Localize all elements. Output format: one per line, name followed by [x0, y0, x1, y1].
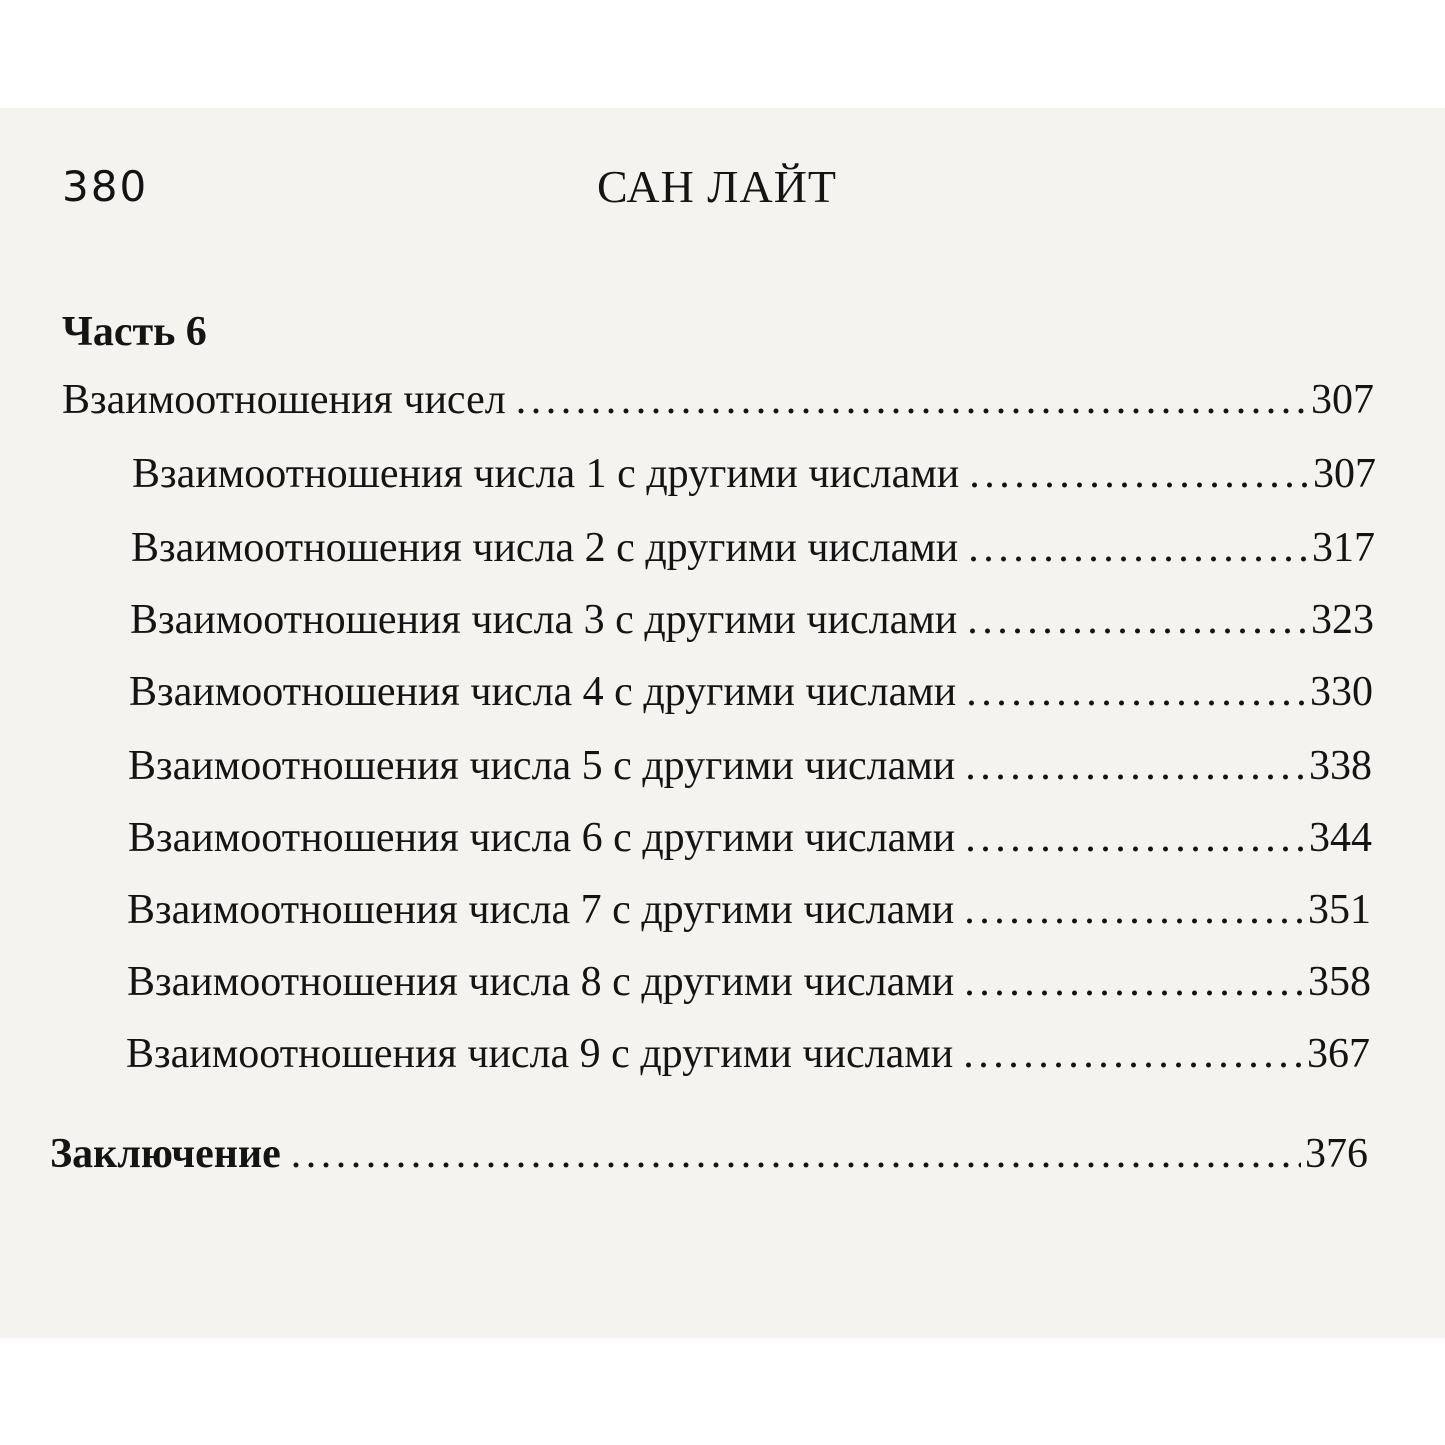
section-title: Часть 6 — [62, 309, 207, 355]
dot-leader — [966, 668, 1306, 716]
toc-entry-page: 376 — [1305, 1131, 1368, 1177]
page-header — [62, 160, 1372, 220]
toc-entry-page: 330 — [1310, 669, 1373, 715]
toc-entry — [127, 886, 1371, 946]
toc-entry — [130, 596, 1374, 656]
toc-entry-page: 307 — [1311, 377, 1374, 423]
dot-leader — [968, 524, 1308, 572]
dot-leader — [965, 742, 1305, 790]
toc-entry-label: Взаимоотношения числа 6 с другими числами — [128, 815, 956, 861]
toc-entry-page: 351 — [1308, 887, 1371, 933]
toc-entry-label: Взаимоотношения чисел — [62, 377, 506, 423]
toc-entry-page: 367 — [1307, 1031, 1370, 1077]
toc-entry-page: 338 — [1309, 743, 1372, 789]
toc-entry-label: Взаимоотношения числа 2 с другими числами — [131, 525, 959, 571]
dot-leader — [291, 1130, 1301, 1178]
toc-entry-label: Взаимоотношения числа 9 с другими числами — [126, 1031, 954, 1077]
toc-entry — [129, 668, 1373, 728]
toc-entry-label: Заключение — [50, 1131, 281, 1177]
running-title: САН ЛАЙТ — [596, 161, 838, 212]
toc-entry-page: 317 — [1312, 525, 1375, 571]
toc-entry-label: Взаимоотношения числа 4 с другими числами — [129, 669, 957, 715]
toc-entry — [126, 1030, 1370, 1090]
dot-leader — [963, 1030, 1303, 1078]
toc-entry-page: 358 — [1308, 959, 1371, 1005]
toc-entry-label: Взаимоотношения числа 8 с другими числами — [127, 959, 955, 1005]
toc-entry-page: 323 — [1311, 597, 1374, 643]
toc-entry-label: Взаимоотношения числа 3 с другими числами — [130, 597, 958, 643]
toc-entry-label: Взаимоотношения числа 7 с другими числами — [127, 887, 955, 933]
toc-entry — [131, 524, 1375, 584]
dot-leader — [964, 886, 1304, 934]
toc-entry-conclusion — [50, 1130, 1368, 1190]
dot-leader — [965, 814, 1305, 862]
book-page — [0, 108, 1445, 1338]
toc-entry-label: Взаимоотношения числа 1 с другими числами — [132, 451, 960, 497]
page-number: 380 — [62, 162, 149, 211]
toc-entry-chapter — [62, 376, 1374, 436]
toc-entry-page: 344 — [1309, 815, 1372, 861]
toc-entry — [127, 958, 1371, 1018]
toc-entry-page: 307 — [1313, 451, 1376, 497]
dot-leader — [969, 450, 1309, 498]
toc-entry-label: Взаимоотношения числа 5 с другими числами — [128, 743, 956, 789]
toc-entry — [132, 450, 1376, 510]
dot-leader — [516, 376, 1307, 424]
dot-leader — [964, 958, 1304, 1006]
toc-entry — [128, 742, 1372, 802]
dot-leader — [967, 596, 1307, 644]
toc-entry — [128, 814, 1372, 874]
